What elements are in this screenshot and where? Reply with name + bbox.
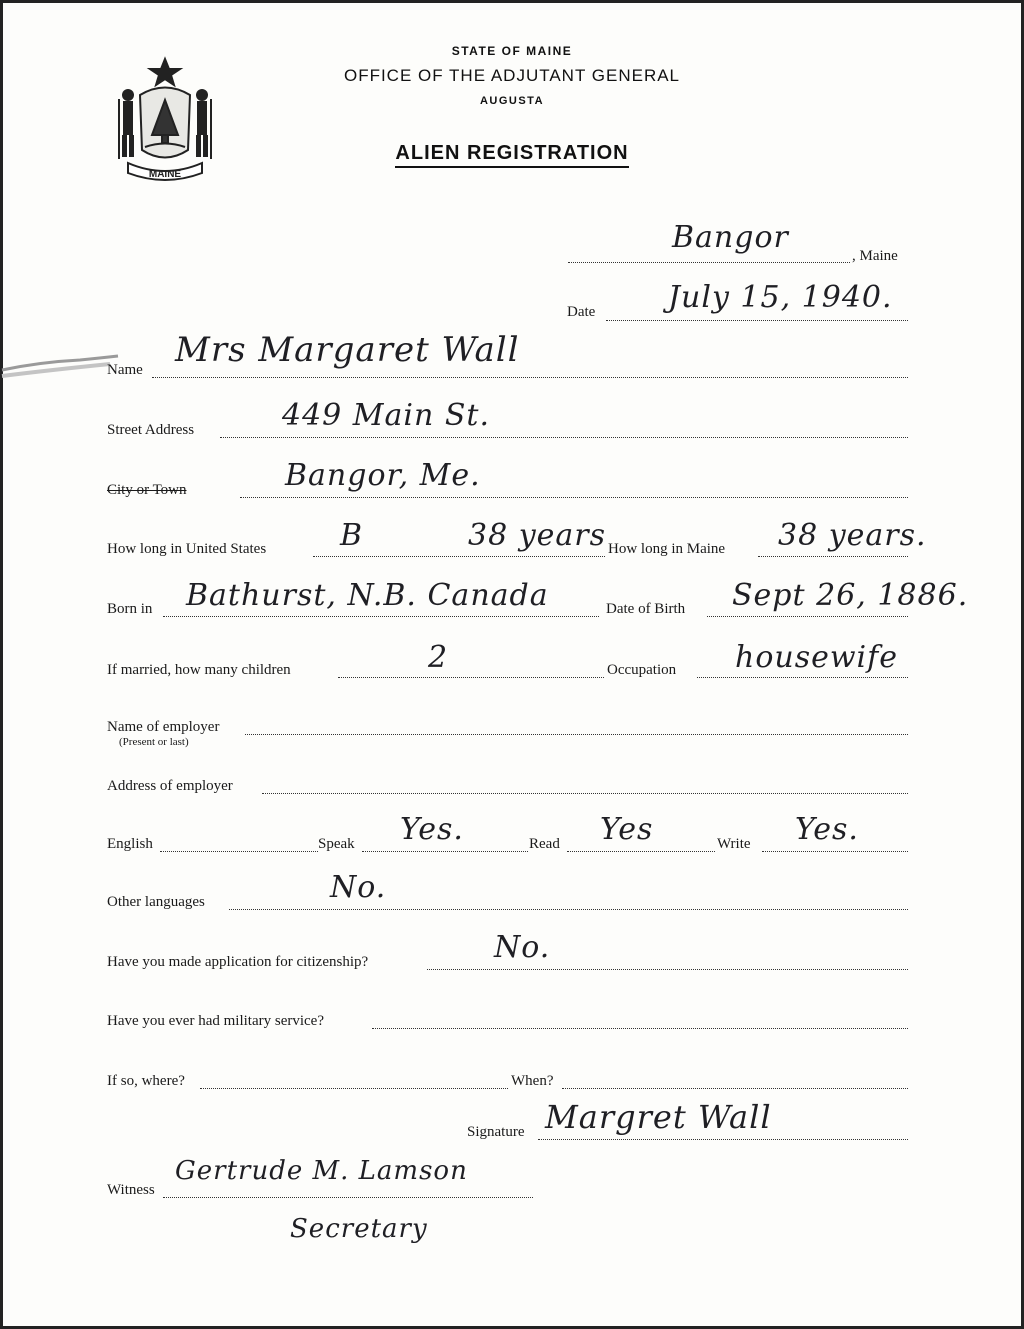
city-or-town-line <box>240 497 908 498</box>
name-line <box>152 377 908 378</box>
other-languages-label: Other languages <box>107 894 205 910</box>
read-label: Read <box>529 836 560 852</box>
born-in-line <box>163 616 599 617</box>
children-value: 2 <box>428 640 449 675</box>
street-address-label: Street Address <box>107 422 195 438</box>
street-address-line <box>220 437 908 438</box>
signature-label: Signature <box>467 1124 525 1140</box>
born-in-value: Bathurst, N.B. Canada <box>186 578 549 613</box>
military-label: Have you ever had military service? <box>107 1013 324 1029</box>
write-label: Write <box>717 836 751 852</box>
city-or-town-label: City or Town <box>107 482 187 498</box>
if-so-where-line <box>200 1088 508 1089</box>
employer-address-line <box>262 793 908 794</box>
name-value: Mrs Margaret Wall <box>175 330 520 370</box>
how-long-maine-line <box>758 556 908 557</box>
header-office: OFFICE OF THE ADJUTANT GENERAL <box>343 66 681 85</box>
other-languages-value: No. <box>330 870 387 905</box>
how-long-maine-value: 38 years. <box>778 518 927 553</box>
employer-address-label: Address of employer <box>107 778 233 794</box>
speak-label: Speak <box>318 836 355 852</box>
signature-line <box>538 1139 908 1140</box>
witness-value: Gertrude M. Lamson <box>175 1156 468 1186</box>
form-title: ALIEN REGISTRATION <box>0 142 1024 165</box>
children-label: If married, how many children <box>107 662 291 678</box>
write-line <box>762 851 908 852</box>
ink-smudge <box>0 348 120 388</box>
military-line <box>372 1028 908 1029</box>
read-line <box>567 851 715 852</box>
witness-title-value: Secretary <box>290 1214 428 1244</box>
when-label: When? <box>511 1073 554 1089</box>
how-long-us-label: How long in United States <box>107 541 267 557</box>
how-long-us-value: 38 years <box>468 518 607 553</box>
date-label: Date <box>567 304 596 320</box>
witness-label: Witness <box>107 1182 155 1198</box>
write-value: Yes. <box>795 812 859 847</box>
employer-name-line <box>245 734 908 735</box>
how-long-maine-label: How long in Maine <box>608 541 726 557</box>
date-of-birth-value: Sept 26, 1886. <box>732 578 969 613</box>
svg-text:MAINE: MAINE <box>148 169 182 180</box>
occupation-label: Occupation <box>607 662 677 678</box>
city-or-town-value: Bangor, Me. <box>285 458 481 493</box>
born-in-label: Born in <box>107 601 153 617</box>
speak-value: Yes. <box>400 812 464 847</box>
english-label: English <box>107 836 153 852</box>
header-state: STATE OF MAINE <box>451 44 573 58</box>
citizenship-value: No. <box>494 930 551 965</box>
date-of-birth-label: Date of Birth <box>606 601 686 617</box>
header-city: AUGUSTA <box>479 95 545 107</box>
street-address-value: 449 Main St. <box>282 398 490 433</box>
employer-name-label: Name of employer <box>107 719 220 735</box>
name-label: Name <box>107 362 143 378</box>
signature-value: Margret Wall <box>545 1098 772 1136</box>
maine-label: , Maine <box>852 248 898 264</box>
english-line <box>160 851 318 852</box>
place-line <box>568 262 850 263</box>
if-so-where-label: If so, where? <box>107 1073 185 1089</box>
citizenship-label: Have you made application for citizenship? <box>107 954 369 970</box>
occupation-value: housewife <box>735 640 898 675</box>
children-line <box>338 677 604 678</box>
date-value: July 15, 1940. <box>668 280 893 315</box>
read-value: Yes <box>600 812 654 847</box>
how-long-us-line <box>313 556 605 557</box>
citizenship-line <box>427 969 908 970</box>
occupation-line <box>697 677 908 678</box>
date-line <box>606 320 908 321</box>
witness-line <box>163 1197 533 1198</box>
other-languages-line <box>229 909 908 910</box>
present-or-last-label: (Present or last) <box>119 736 189 748</box>
how-long-us-mark: B <box>340 518 364 553</box>
when-line <box>562 1088 908 1089</box>
date-of-birth-line <box>707 616 908 617</box>
speak-line <box>362 851 528 852</box>
place-value: Bangor <box>672 220 789 255</box>
